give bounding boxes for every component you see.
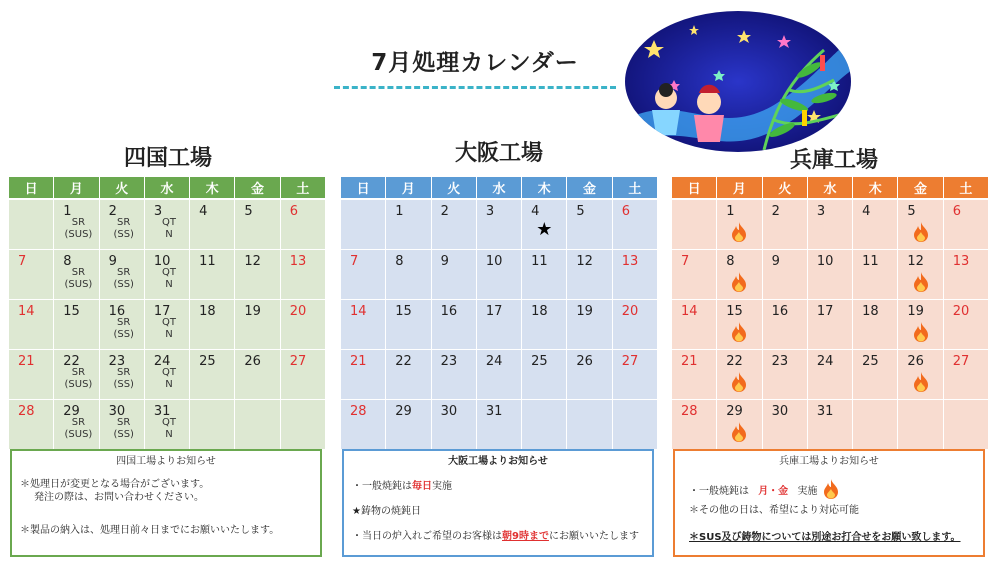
calendar-day-cell xyxy=(432,200,477,249)
calendar-weekday-header xyxy=(341,177,657,198)
calendar-day-cell xyxy=(717,400,762,449)
process-code: SR (SUS) xyxy=(64,217,93,240)
day-number: 20 xyxy=(621,304,639,319)
process-code: SR (SS) xyxy=(113,217,134,240)
calendar-day-cell xyxy=(763,250,808,299)
calendar-day-cell xyxy=(853,350,898,399)
calendar-day-cell xyxy=(145,200,190,249)
calendar-day-cell xyxy=(341,300,386,349)
day-number: 24 xyxy=(816,354,834,369)
process-code: SR (SS) xyxy=(113,317,134,340)
day-number: 8 xyxy=(726,254,735,269)
calendar-weekday-header xyxy=(9,177,325,198)
calendar-day-cell xyxy=(386,350,431,399)
calendar-week-row xyxy=(9,200,325,250)
day-number: 11 xyxy=(862,254,879,269)
fire-icon xyxy=(823,479,839,503)
day-number: 30 xyxy=(771,404,789,419)
calendar-day-cell xyxy=(613,250,657,299)
day-number: 9 xyxy=(771,254,780,269)
calendar-day-cell xyxy=(944,200,988,249)
calendar-day-cell xyxy=(853,300,898,349)
weekday-label: 木 xyxy=(522,177,567,198)
day-number: 9 xyxy=(108,254,117,269)
weekday-label: 月 xyxy=(386,177,431,198)
calendar-empty-cell xyxy=(190,400,235,449)
day-number: 1 xyxy=(395,204,404,219)
calendar-day-cell xyxy=(145,300,190,349)
calendar-day-cell xyxy=(853,250,898,299)
calendar-day-cell xyxy=(281,250,325,299)
day-number: 1 xyxy=(63,204,72,219)
process-code: QT N xyxy=(161,367,176,390)
title-underline xyxy=(334,86,616,89)
day-number: 17 xyxy=(816,304,834,319)
calendar-week-row xyxy=(9,250,325,300)
calendar-week-row xyxy=(341,300,657,350)
process-code: QT N xyxy=(161,267,176,290)
calendar-body xyxy=(672,200,988,450)
day-number: 2 xyxy=(440,204,449,219)
day-number: 23 xyxy=(108,354,126,369)
day-number: 26 xyxy=(576,354,593,369)
calendar-week-row xyxy=(672,350,988,400)
day-number: 31 xyxy=(485,404,503,419)
day-number: 27 xyxy=(952,354,970,369)
day-number: 20 xyxy=(289,304,307,319)
process-code: QT N xyxy=(161,417,176,440)
calendar-day-cell xyxy=(100,300,145,349)
day-number: 6 xyxy=(289,204,298,219)
weekday-label: 土 xyxy=(944,177,988,198)
calendar-empty-cell xyxy=(9,200,54,249)
calendar-day-cell xyxy=(898,300,943,349)
calendar-day-cell xyxy=(432,400,477,449)
day-number: 3 xyxy=(485,204,495,219)
calendar-day-cell xyxy=(386,200,431,249)
day-number: 14 xyxy=(18,304,35,319)
calendar-day-cell xyxy=(190,250,235,299)
fire-icon xyxy=(898,322,942,346)
day-number: 10 xyxy=(153,254,171,269)
weekday-label: 火 xyxy=(763,177,808,198)
calendar-day-cell xyxy=(808,200,853,249)
day-number: 10 xyxy=(485,254,503,269)
calendar-day-cell xyxy=(522,300,567,349)
calendar-day-cell xyxy=(672,350,717,399)
day-number: 12 xyxy=(907,254,924,269)
day-number: 30 xyxy=(440,404,458,419)
calendar-day-cell xyxy=(944,300,988,349)
calendar-empty-cell xyxy=(898,400,943,449)
day-number: 16 xyxy=(771,304,789,319)
page-title: 7月処理カレンダー xyxy=(371,50,579,76)
fire-icon xyxy=(898,222,942,246)
day-number: 7 xyxy=(350,254,359,269)
notice-line: ★鋳物の焼鈍日 xyxy=(352,506,421,517)
weekday-label: 水 xyxy=(477,177,522,198)
calendar-day-cell xyxy=(613,350,657,399)
calendar-week-row xyxy=(672,200,988,250)
notice-box-shikoku xyxy=(10,449,322,557)
calendar-body xyxy=(341,200,657,450)
day-number: 24 xyxy=(485,354,503,369)
day-number: 3 xyxy=(153,204,163,219)
day-number: 25 xyxy=(531,354,548,369)
day-number: 17 xyxy=(153,304,171,319)
calendar-week-row xyxy=(672,250,988,300)
process-code: QT N xyxy=(161,317,176,340)
notice-line xyxy=(352,480,452,493)
day-number: 5 xyxy=(244,204,253,219)
day-number: 25 xyxy=(862,354,879,369)
calendar-week-row xyxy=(341,350,657,400)
calendar-day-cell xyxy=(567,250,612,299)
calendar-empty-cell xyxy=(613,400,657,449)
fire-icon xyxy=(717,422,761,446)
day-number: 26 xyxy=(907,354,924,369)
calendar-day-cell xyxy=(522,200,567,249)
calendar-day-cell xyxy=(235,350,280,399)
process-code: QT N xyxy=(161,217,176,240)
calendar-day-cell xyxy=(763,400,808,449)
day-number: 4 xyxy=(862,204,871,219)
calendar-day-cell xyxy=(717,350,762,399)
calendar-weekday-header xyxy=(672,177,988,198)
day-number: 24 xyxy=(153,354,171,369)
day-number: 12 xyxy=(576,254,593,269)
calendar-day-cell xyxy=(386,400,431,449)
calendar-day-cell xyxy=(672,400,717,449)
calendar-day-cell xyxy=(54,200,99,249)
calendar-day-cell xyxy=(763,200,808,249)
calendar-day-cell xyxy=(898,350,943,399)
calendar-empty-cell xyxy=(341,200,386,249)
calendar-day-cell xyxy=(763,300,808,349)
calendar-day-cell xyxy=(145,250,190,299)
notice-text: にお願いいたします xyxy=(548,531,639,542)
day-number: 16 xyxy=(108,304,126,319)
day-number: 30 xyxy=(108,404,126,419)
day-number: 29 xyxy=(726,404,743,419)
calendar-day-cell xyxy=(522,250,567,299)
day-number: 27 xyxy=(621,354,639,369)
weekday-label: 土 xyxy=(613,177,657,198)
fire-icon xyxy=(717,222,761,246)
fire-icon xyxy=(717,372,761,396)
factory-title-osaka: 大阪工場 xyxy=(454,141,543,166)
star-icon: ★ xyxy=(536,219,553,240)
calendar-day-cell xyxy=(613,200,657,249)
calendar-day-cell xyxy=(522,350,567,399)
day-number: 22 xyxy=(63,354,80,369)
notice-box-hyogo xyxy=(673,449,985,557)
calendar-day-cell xyxy=(100,250,145,299)
calendar-day-cell xyxy=(898,200,943,249)
calendar-day-cell xyxy=(281,200,325,249)
day-number: 22 xyxy=(395,354,412,369)
notice-highlight: 毎日 xyxy=(412,481,432,492)
day-number: 21 xyxy=(681,354,698,369)
calendar-day-cell xyxy=(477,200,522,249)
notice-title: 大阪工場よりお知らせ xyxy=(448,456,548,467)
calendar-day-cell xyxy=(54,250,99,299)
process-code: SR (SS) xyxy=(113,267,134,290)
notice-highlight: 月・金 xyxy=(758,486,789,497)
calendar-day-cell xyxy=(763,350,808,399)
calendar-day-cell xyxy=(567,200,612,249)
weekday-label: 金 xyxy=(567,177,612,198)
calendar-day-cell xyxy=(235,300,280,349)
calendar-day-cell xyxy=(477,350,522,399)
calendar-day-cell xyxy=(567,350,612,399)
calendar-day-cell xyxy=(717,200,762,249)
calendar-day-cell xyxy=(190,350,235,399)
day-number: 15 xyxy=(726,304,743,319)
day-number: 14 xyxy=(681,304,698,319)
day-number: 25 xyxy=(199,354,216,369)
calendar-day-cell xyxy=(9,350,54,399)
day-number: 20 xyxy=(952,304,970,319)
day-number: 7 xyxy=(18,254,27,269)
calendar-day-cell xyxy=(190,200,235,249)
calendar-day-cell xyxy=(477,400,522,449)
calendar-day-cell xyxy=(235,200,280,249)
calendar-day-cell xyxy=(341,350,386,399)
calendar-week-row xyxy=(9,350,325,400)
calendar-day-cell xyxy=(54,300,99,349)
notice-box-osaka xyxy=(342,449,654,557)
day-number: 1 xyxy=(726,204,735,219)
weekday-label: 日 xyxy=(341,177,386,198)
calendar-day-cell xyxy=(944,250,988,299)
calendar-day-cell xyxy=(386,250,431,299)
day-number: 4 xyxy=(199,204,208,219)
day-number: 19 xyxy=(576,304,593,319)
calendar-hyogo xyxy=(672,177,988,450)
calendar-day-cell xyxy=(281,300,325,349)
notice-title: 兵庫工場よりお知らせ xyxy=(779,456,879,467)
day-number: 17 xyxy=(485,304,503,319)
calendar-day-cell xyxy=(190,300,235,349)
calendar-day-cell xyxy=(235,250,280,299)
day-number: 6 xyxy=(621,204,630,219)
calendar-day-cell xyxy=(54,400,99,449)
calendar-day-cell xyxy=(808,300,853,349)
fire-icon xyxy=(898,272,942,296)
weekday-label: 木 xyxy=(190,177,235,198)
calendar-week-row xyxy=(9,300,325,350)
weekday-label: 月 xyxy=(54,177,99,198)
calendar-week-row xyxy=(9,400,325,450)
day-number: 21 xyxy=(18,354,35,369)
day-number: 28 xyxy=(18,404,35,419)
day-number: 28 xyxy=(350,404,367,419)
calendar-day-cell xyxy=(432,350,477,399)
calendar-day-cell xyxy=(9,250,54,299)
notice-text: ・一般焼鈍は xyxy=(689,486,749,497)
notice-line: ＊その他の日は、希望により対応可能 xyxy=(689,505,859,516)
calendar-week-row xyxy=(672,400,988,450)
day-number: 5 xyxy=(576,204,585,219)
day-number: 8 xyxy=(63,254,72,269)
weekday-label: 水 xyxy=(145,177,190,198)
day-number: 2 xyxy=(771,204,780,219)
day-number: 23 xyxy=(440,354,458,369)
day-number: 11 xyxy=(531,254,548,269)
calendar-empty-cell xyxy=(235,400,280,449)
calendar-body xyxy=(9,200,325,450)
calendar-empty-cell xyxy=(944,400,988,449)
weekday-label: 金 xyxy=(235,177,280,198)
calendar-day-cell xyxy=(898,250,943,299)
day-number: 31 xyxy=(153,404,171,419)
day-number: 13 xyxy=(621,254,639,269)
calendar-day-cell xyxy=(717,250,762,299)
day-number: 16 xyxy=(440,304,458,319)
calendar-day-cell xyxy=(281,350,325,399)
calendar-empty-cell xyxy=(281,400,325,449)
calendar-week-row xyxy=(341,200,657,250)
weekday-label: 日 xyxy=(672,177,717,198)
weekday-label: 火 xyxy=(432,177,477,198)
notice-line: ＊製品の納入は、処理日前々日までにお願いいたします。 xyxy=(20,525,280,536)
calendar-day-cell xyxy=(54,350,99,399)
day-number: 29 xyxy=(395,404,412,419)
calendar-day-cell xyxy=(808,250,853,299)
weekday-label: 木 xyxy=(853,177,898,198)
tanabata-night-sky-illustration xyxy=(624,10,852,153)
calendar-empty-cell xyxy=(672,200,717,249)
calendar-week-row xyxy=(341,400,657,450)
day-number: 13 xyxy=(289,254,307,269)
day-number: 18 xyxy=(862,304,879,319)
day-number: 5 xyxy=(907,204,916,219)
weekday-label: 金 xyxy=(898,177,943,198)
weekday-label: 水 xyxy=(808,177,853,198)
calendar-week-row xyxy=(672,300,988,350)
calendar-day-cell xyxy=(808,350,853,399)
fire-icon xyxy=(898,372,942,396)
notice-title: 四国工場よりお知らせ xyxy=(116,456,216,467)
weekday-label: 月 xyxy=(717,177,762,198)
calendar-day-cell xyxy=(567,300,612,349)
notice-line xyxy=(352,530,639,543)
day-number: 18 xyxy=(199,304,216,319)
calendar-day-cell xyxy=(672,300,717,349)
day-number: 15 xyxy=(395,304,412,319)
calendar-day-cell xyxy=(853,200,898,249)
day-number: 12 xyxy=(244,254,261,269)
calendar-day-cell xyxy=(9,400,54,449)
calendar-day-cell xyxy=(944,350,988,399)
day-number: 31 xyxy=(816,404,834,419)
day-number: 13 xyxy=(952,254,970,269)
process-code: SR (SS) xyxy=(113,367,134,390)
day-number: 21 xyxy=(350,354,367,369)
calendar-day-cell xyxy=(341,400,386,449)
weekday-label: 日 xyxy=(9,177,54,198)
calendar-day-cell xyxy=(341,250,386,299)
calendar-shikoku xyxy=(9,177,325,450)
notice-text: 実施 xyxy=(432,481,452,492)
day-number: 14 xyxy=(350,304,367,319)
calendar-day-cell xyxy=(145,400,190,449)
day-number: 7 xyxy=(681,254,690,269)
calendar-day-cell xyxy=(477,300,522,349)
calendar-day-cell xyxy=(386,300,431,349)
calendar-empty-cell xyxy=(522,400,567,449)
day-number: 6 xyxy=(952,204,961,219)
factory-title-hyogo: 兵庫工場 xyxy=(789,148,878,173)
notice-highlight: 朝9時まで xyxy=(502,531,549,542)
fire-icon xyxy=(717,272,761,296)
day-number: 19 xyxy=(907,304,924,319)
process-code: SR (SS) xyxy=(113,417,134,440)
day-number: 23 xyxy=(771,354,789,369)
notice-text: ・一般焼鈍は xyxy=(352,481,412,492)
notice-line: ＊処理日が変更となる場合がございます。 xyxy=(20,479,210,490)
calendar-day-cell xyxy=(100,400,145,449)
day-number: 4 xyxy=(531,204,540,219)
calendar-day-cell xyxy=(808,400,853,449)
day-number: 19 xyxy=(244,304,261,319)
weekday-label: 土 xyxy=(281,177,325,198)
calendar-day-cell xyxy=(145,350,190,399)
day-number: 27 xyxy=(289,354,307,369)
calendar-week-row xyxy=(341,250,657,300)
calendar-day-cell xyxy=(9,300,54,349)
day-number: 10 xyxy=(816,254,834,269)
calendar-day-cell xyxy=(717,300,762,349)
process-code: SR (SUS) xyxy=(64,367,93,390)
day-number: 8 xyxy=(395,254,404,269)
calendar-empty-cell xyxy=(853,400,898,449)
weekday-label: 火 xyxy=(100,177,145,198)
day-number: 29 xyxy=(63,404,80,419)
notice-text: ・当日の炉入れご希望のお客様は xyxy=(352,531,502,542)
day-number: 22 xyxy=(726,354,743,369)
fire-icon xyxy=(717,322,761,346)
calendar-day-cell xyxy=(100,350,145,399)
calendar-day-cell xyxy=(100,200,145,249)
notice-line: ＊SUS及び鋳物については別途お打合せをお願い致します。 xyxy=(689,532,961,543)
calendar-day-cell xyxy=(432,300,477,349)
factory-title-shikoku: 四国工場 xyxy=(123,146,212,171)
calendar-empty-cell xyxy=(567,400,612,449)
process-code: SR (SUS) xyxy=(64,267,93,290)
process-code: SR (SUS) xyxy=(64,417,93,440)
calendar-osaka xyxy=(341,177,657,450)
day-number: 11 xyxy=(199,254,216,269)
day-number: 9 xyxy=(440,254,449,269)
calendar-day-cell xyxy=(613,300,657,349)
calendar-day-cell xyxy=(672,250,717,299)
day-number: 26 xyxy=(244,354,261,369)
day-number: 3 xyxy=(816,204,826,219)
calendar-day-cell xyxy=(432,250,477,299)
day-number: 28 xyxy=(681,404,698,419)
day-number: 2 xyxy=(108,204,117,219)
notice-line: 発注の際は、お問い合わせください。 xyxy=(34,492,204,503)
calendar-day-cell xyxy=(477,250,522,299)
day-number: 15 xyxy=(63,304,80,319)
day-number: 18 xyxy=(531,304,548,319)
notice-line xyxy=(689,479,839,503)
notice-text: 実施 xyxy=(797,486,818,497)
